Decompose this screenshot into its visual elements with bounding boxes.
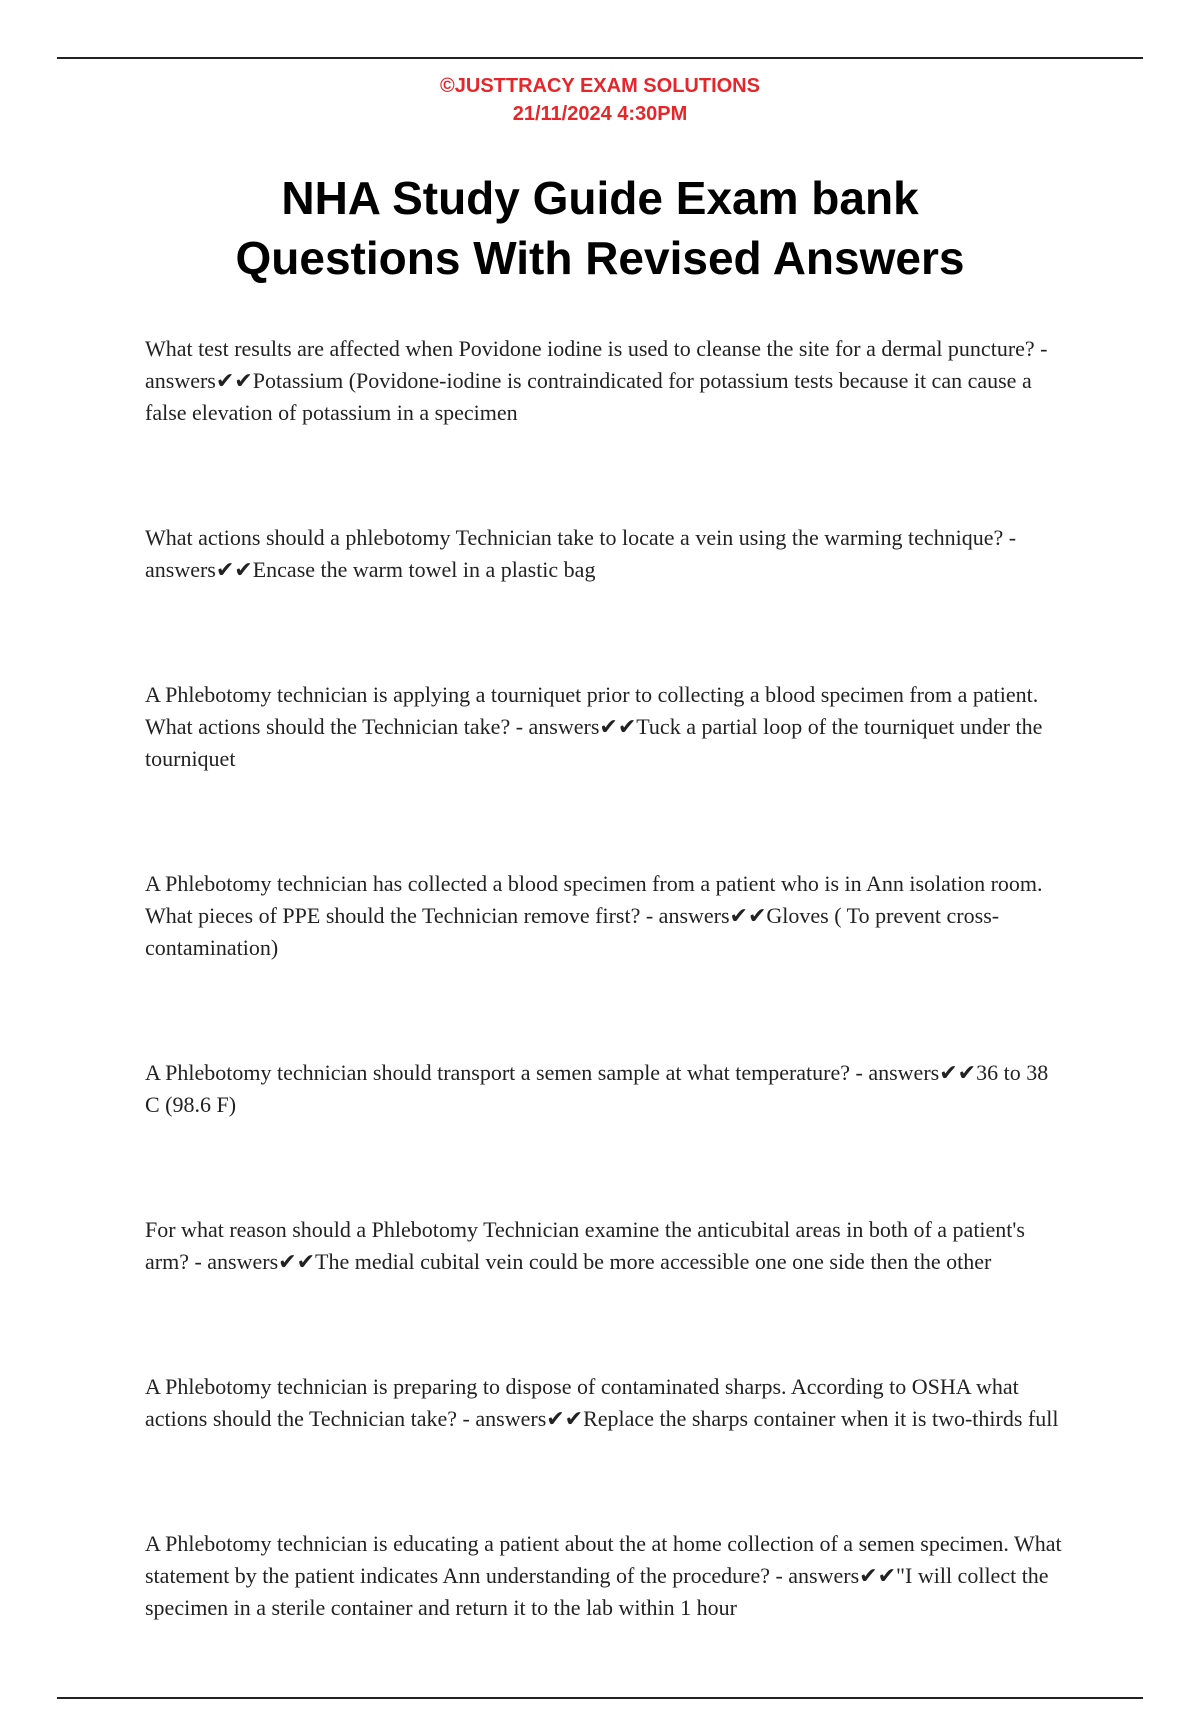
- qa-item: A Phlebotomy technician has collected a blood specimen from a patient who is in Ann isolation room. What pieces of PPE should the Technician remove first? - answers✔✔Gloves ( To prevent cross-contamination): [145, 871, 1043, 960]
- header-datetime: 21/11/2024 4:30PM: [512, 103, 688, 125]
- header-brand: ©JUSTTRACY EXAM SOLUTIONS: [440, 75, 760, 97]
- qa-item: A Phlebotomy technician is preparing to dispose of contaminated sharps. According to OSHA what actions should the Technician take? - answers✔✔Replace the sharps container when it is two-thirds full: [145, 1374, 1059, 1431]
- qa-item: What actions should a phlebotomy Technician take to locate a vein using the warming technique? - answers✔✔Encase the warm towel in a plastic bag: [145, 525, 1017, 582]
- title-line-1: NHA Study Guide Exam bank: [281, 172, 919, 224]
- top-rule: [57, 57, 1143, 59]
- qa-item: A Phlebotomy technician should transport a semen sample at what temperature? - answers✔✔36 to 38 C (98.6 F): [145, 1060, 1049, 1117]
- qa-item: For what reason should a Phlebotomy Technician examine the anticubital areas in both of a patient's arm? - answers✔✔The medial cubital vein could be more accessible one one side then the other: [145, 1217, 1025, 1274]
- page-header: [0, 72, 1200, 128]
- document-title: [0, 168, 1200, 288]
- qa-item: A Phlebotomy technician is applying a tourniquet prior to collecting a blood specimen from a patient. What actions should the Technician take? - answers✔✔Tuck a partial loop of the tourniquet under the tourniquet: [145, 682, 1043, 771]
- qa-item: A Phlebotomy technician is educating a patient about the at home collection of a semen specimen. What statement by the patient indicates Ann understanding of the procedure? - answers✔✔"I will collect the specimen in a sterile container and return it to the lab within 1 hour: [145, 1531, 1062, 1620]
- title-line-2: Questions With Revised Answers: [235, 232, 965, 284]
- qa-list: [145, 333, 1065, 1717]
- bottom-rule: [57, 1697, 1143, 1699]
- qa-item: What test results are affected when Povidone iodine is used to cleanse the site for a dermal puncture? - answers✔✔Potassium (Povidone-iodine is contraindicated for potassium tests because it can cause a false elevation of potassium in a specimen: [145, 336, 1048, 425]
